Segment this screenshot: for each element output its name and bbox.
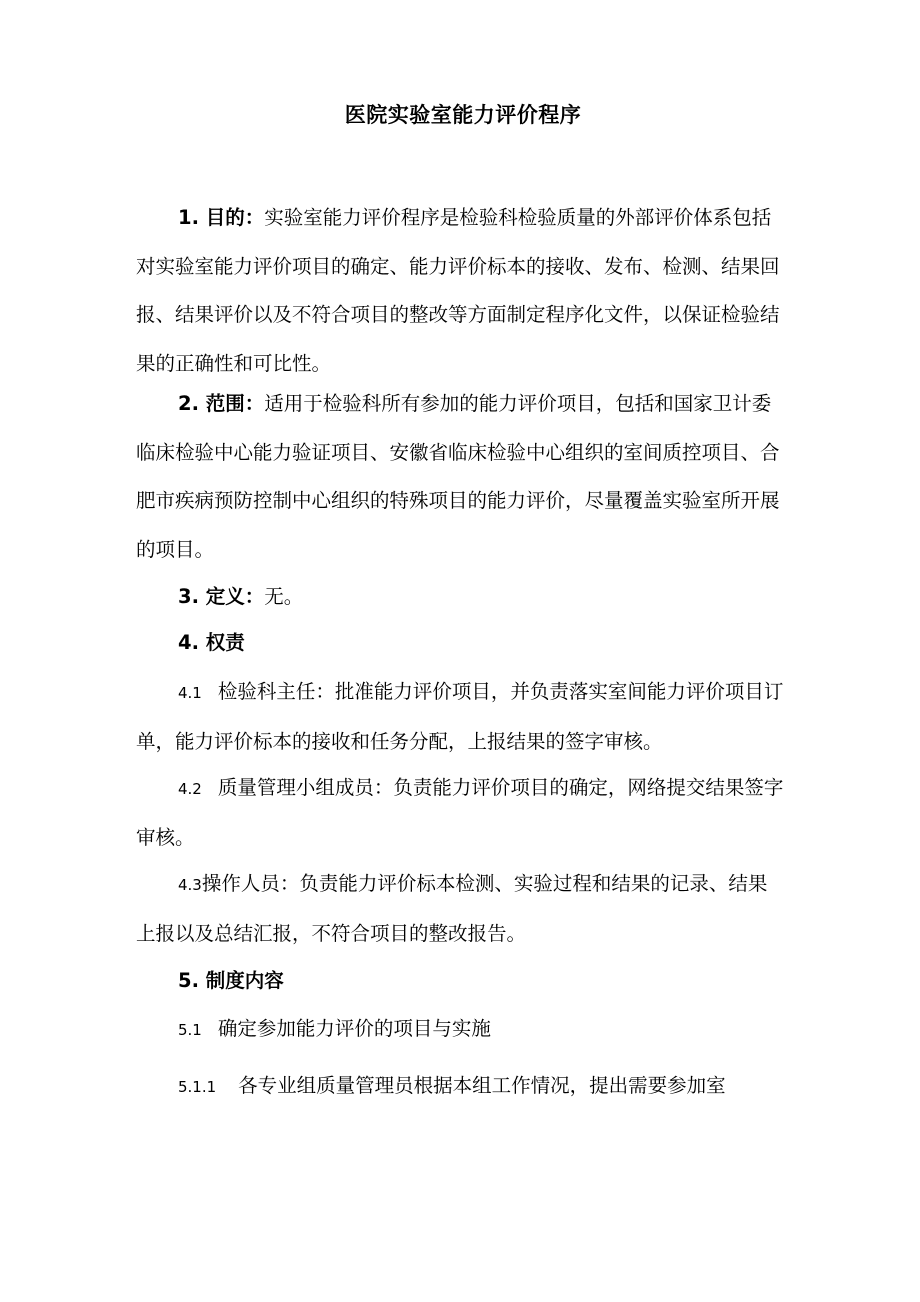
section-definition xyxy=(136,573,786,622)
section-content xyxy=(136,957,786,1006)
section-definition-heading: 3. 定义： xyxy=(178,585,265,608)
duty-item-number: 4.2 xyxy=(178,780,202,798)
section-definition-text: 无。 xyxy=(264,585,304,608)
section-content-heading: 5. 制度内容 xyxy=(178,969,284,992)
content-item-text: 各专业组质量管理员根据本组工作情况，提出需要参加室 xyxy=(238,1074,726,1097)
duty-item xyxy=(136,668,786,766)
duty-item xyxy=(136,764,786,862)
content-item-number: 5.1.1 xyxy=(178,1078,217,1096)
duty-item-text: 操作人员：负责能力评价标本检测、实验过程和结果的记录、结果上报以及总结汇报，不符合项目的整改报告。 xyxy=(136,872,768,945)
content-item-number: 5.1 xyxy=(178,1021,202,1039)
content-item-text: 确定参加能力评价的项目与实施 xyxy=(217,1017,491,1040)
duty-item-text: 检验科主任：批准能力评价项目，并负责落实室间能力评价项目订单，能力评价标本的接收和任务分配，上报结果的签字审核。 xyxy=(136,680,784,753)
section-scope-text: 适用于检验科所有参加的能力评价项目，包括和国家卫计委临床检验中心能力验证项目、安徽省临床检验中心组织的室间质控项目、合肥市疾病预防控制中心组织的特殊项目的能力评价，尽量覆盖实验室所开展的项目。 xyxy=(136,392,780,561)
duty-item xyxy=(136,860,786,958)
section-duties xyxy=(136,619,786,668)
duty-item-number: 4.1 xyxy=(178,684,202,702)
section-scope-heading: 2. 范围： xyxy=(178,392,265,415)
duty-item-number: 4.3 xyxy=(178,876,202,894)
content-item xyxy=(136,1062,786,1112)
content-item xyxy=(136,1005,786,1055)
document-title: 医院实验室能力评价程序 xyxy=(344,103,582,127)
section-purpose-heading: 1. 目的： xyxy=(178,206,265,229)
section-scope xyxy=(136,380,786,574)
duty-item-text: 质量管理小组成员：负责能力评价项目的确定，网络提交结果签字审核。 xyxy=(136,776,784,849)
section-purpose-text: 实验室能力评价程序是检验科检验质量的外部评价体系包括对实验室能力评价项目的确定、能力评价标本的接收、发布、检测、结果回报、结果评价以及不符合项目的整改等方面制定程序化文件，以保证检验结果的正确性和可比性。 xyxy=(136,206,780,375)
section-duties-heading: 4. 权责 xyxy=(178,631,245,654)
section-purpose xyxy=(136,194,786,388)
